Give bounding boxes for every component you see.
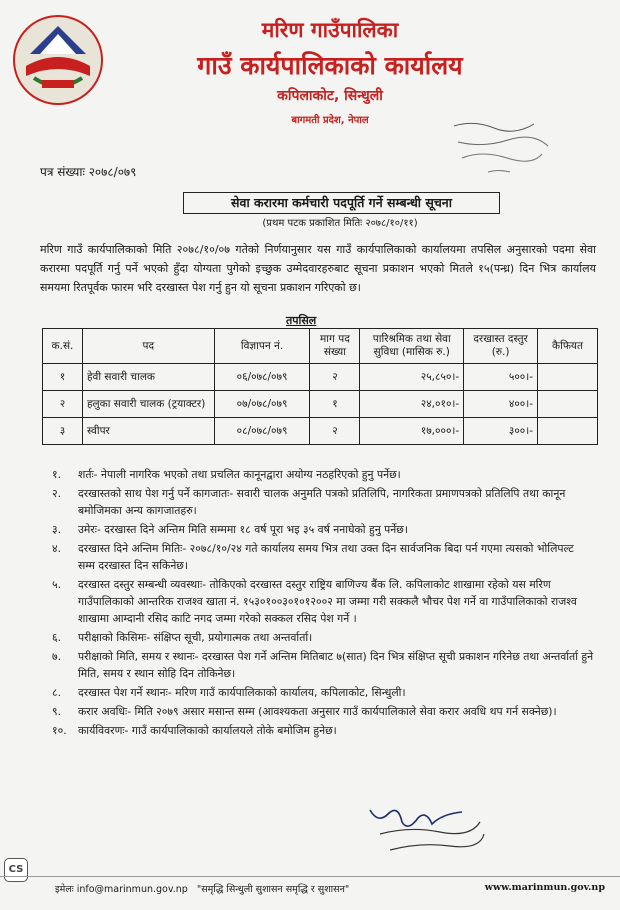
- clause-number: १.: [52, 468, 62, 481]
- cell-sn: २: [43, 391, 83, 418]
- clause-text: दरखास्त दस्तुर सम्बन्धी व्यवस्थाः- तोकिएको दरखास्त दस्तुर राष्ट्रिय बाणिज्य बैंक लि. कपिलाकोट शाखामा रहेको यस मरिण गाउँपालिकाको आन्तरिक राजश्व खाता नं. १५३०१००३०१०१२००२ मा जम्मा गरी सक्कलै भौचर पेश गर्ने वा गाउँपालिकाको राजश्व शाखामा आम्दानी रसिद काटि नगद जम्मा गरेको सक्कल रसिद पेश गर्ने ।: [78, 578, 577, 625]
- clause-text: करार अवधिः- मिति २०७९ असार मसान्त सम्म (आवश्यकता अनुसार गाउँ कार्यपालिकाले सेवा करार अवधि थप गर्न सक्नेछ)।: [78, 705, 557, 718]
- header-fee: दरखास्त दस्तुर (रु.): [464, 329, 538, 364]
- footer: [55, 882, 615, 895]
- schedule-caption: तपसिल: [286, 314, 317, 327]
- footer-divider: [0, 876, 620, 877]
- cell-fee: ४००।-: [464, 391, 538, 418]
- header-demand: माग पद संख्या: [310, 329, 360, 364]
- cell-sn: ३: [43, 418, 83, 445]
- cell-salary: १७,०००।-: [360, 418, 464, 445]
- table-row: [43, 418, 598, 445]
- header-sn: क.सं.: [43, 329, 83, 364]
- clause-text: दरखास्तको साथ पेश गर्नु पर्ने कागजातः- सवारी चालक अनुमति पत्रको प्रतिलिपि, नागरिकता प्रमाणपत्रको प्रतिलिपि तथा कानून बमोजिमका अन्य कागजातहरु।: [78, 487, 566, 517]
- cell-ad-no: ०८/०७८/०७९: [214, 418, 310, 445]
- clause-text: दरखास्त दिने अन्तिम मितिः- २०७८/१०/२४ गते कार्यालय समय भित्र तथा उक्त दिन सार्वजनिक बिदा पर्न गएमा त्यसको भोलिपल्ट सम्म दरखास्त दिन सकिनेछ।: [78, 542, 574, 572]
- table-header-row: [43, 329, 598, 364]
- header-remarks: कैफियत: [538, 329, 598, 364]
- footer-slogan: "समृद्धि सिन्धुली सुशासन समृद्धि र सुशासन": [196, 884, 350, 895]
- signature-icon: [350, 800, 500, 860]
- vacancy-table: [42, 328, 598, 445]
- cell-remarks: [538, 391, 598, 418]
- cell-remarks: [538, 418, 598, 445]
- list-item: [42, 629, 594, 646]
- table-row: [43, 364, 598, 391]
- list-item: [42, 648, 594, 682]
- cell-remarks: [538, 364, 598, 391]
- header-post: पद: [82, 329, 214, 364]
- municipality-name: मरिण गाउँपालिका: [261, 18, 399, 42]
- cell-ad-no: ०७/०७८/०७९: [214, 391, 310, 418]
- cell-demand: २: [310, 364, 360, 391]
- office-name: गाउँ कार्यपालिकाको कार्यालय: [197, 51, 463, 80]
- office-location: कपिलाकोट, सिन्धुली: [277, 88, 383, 104]
- nepal-emblem-icon: [12, 14, 104, 106]
- clause-number: ६.: [52, 631, 62, 644]
- notice-intro: मरिण गाउँ कार्यपालिकाको मिति २०७८/१०/०७ गतेको निर्णयानुसार यस गाउँ कार्यपालिकाको कार्यालयमा तपसिल अनुसारको पदमा सेवा करारमा पदपूर्ति गर्नु पर्ने भएको हुँदा योग्यता पुगेको इच्छुक उम्मेदवारहरुबाट सूचना प्रकाशन भएको मितले १५(पन्ध्र) दिन भित्र कार्यालय समयमा रितपूर्वक फारम भरि दरखास्त पेश गर्नु हुन यो सूचना प्रकाशन गरिएको छ।: [40, 243, 596, 294]
- clause-number: ९.: [52, 705, 62, 718]
- list-item: [42, 703, 594, 720]
- clause-text: परीक्षाको किसिमः- संक्षिप्त सूची, प्रयोगात्मक तथा अन्तर्वार्ता।: [78, 631, 313, 644]
- cell-post: हेवी सवारी चालक: [82, 364, 214, 391]
- clause-number: २.: [52, 487, 62, 500]
- cell-demand: २: [310, 418, 360, 445]
- letter-number: पत्र संख्याः २०७८/०७९: [40, 165, 137, 179]
- cell-sn: १: [43, 364, 83, 391]
- cell-ad-no: ०६/०७८/०७९: [214, 364, 310, 391]
- cell-fee: ३००।-: [464, 418, 538, 445]
- notice-title: सेवा करारमा कर्मचारी पदपूर्ति गर्ने सम्बन्धी सूचना: [183, 192, 500, 214]
- list-item: [42, 540, 594, 574]
- clause-number: ४.: [52, 542, 62, 555]
- clause-number: १०.: [52, 724, 67, 737]
- list-item: [42, 722, 594, 739]
- footer-email: इमेलः info@marinmun.gov.np: [55, 884, 188, 895]
- clause-text: उमेरः- दरखास्त दिने अन्तिम मिति सम्ममा १८ वर्ष पूरा भइ ३५ वर्ष ननाघेको हुनु पर्नेछ।: [78, 523, 408, 536]
- clause-number: ३.: [52, 523, 62, 536]
- list-item: [42, 466, 594, 483]
- cell-fee: ५००।-: [464, 364, 538, 391]
- cell-post: स्वीपर: [82, 418, 214, 445]
- notice-subtitle: (प्रथम पटक प्रकाशित मितिः २०७८/१०/११): [262, 218, 418, 229]
- list-item: [42, 684, 594, 701]
- clause-number: ८.: [52, 686, 62, 699]
- clause-text: दरखास्त पेश गर्ने स्थानः- मरिण गाउँ कार्यपालिकाको कार्यालय, कपिलाकोट, सिन्धुली।: [78, 686, 406, 699]
- header-ad-no: विज्ञापन नं.: [214, 329, 310, 364]
- camscanner-icon: CS: [4, 858, 28, 882]
- conditions-list: [42, 466, 594, 741]
- cell-salary: २४,०१०।-: [360, 391, 464, 418]
- header-salary: पारिश्रमिक तथा सेवा सुविधा (मासिक रु.): [360, 329, 464, 364]
- cell-salary: २५,८५०।-: [360, 364, 464, 391]
- clause-number: ७.: [52, 650, 62, 663]
- footer-website: www.marinmun.gov.np: [484, 882, 605, 893]
- list-item: [42, 521, 594, 538]
- clause-number: ५.: [52, 578, 62, 591]
- clause-text: शर्तः- नेपाली नागरिक भएको तथा प्रचलित कानूनद्वारा अयोग्य नठहरिएको हुनु पर्नेछ।: [78, 468, 401, 481]
- list-item: [42, 576, 594, 627]
- clause-text: कार्यविवरणः- गाउँ कार्यपालिकाको कार्यालयले तोके बमोजिम हुनेछ।: [78, 724, 337, 737]
- table-row: [43, 391, 598, 418]
- office-stamp-icon: [448, 116, 568, 180]
- clause-text: परीक्षाको मिति, समय र स्थानः- दरखास्त पेश गर्ने अन्तिम मितिबाट ७(सात) दिन भित्र संक्षिप्त सूची प्रकाशन गरिनेछ तथा अन्तर्वार्ता हुने मिति, समय र स्थान सोहि दिन तोकिनेछ।: [78, 650, 594, 680]
- province-line: बागमती प्रदेश, नेपाल: [291, 115, 369, 126]
- cell-post: हलुका सवारी चालक (ट्रयाक्टर): [82, 391, 214, 418]
- list-item: [42, 485, 594, 519]
- cell-demand: १: [310, 391, 360, 418]
